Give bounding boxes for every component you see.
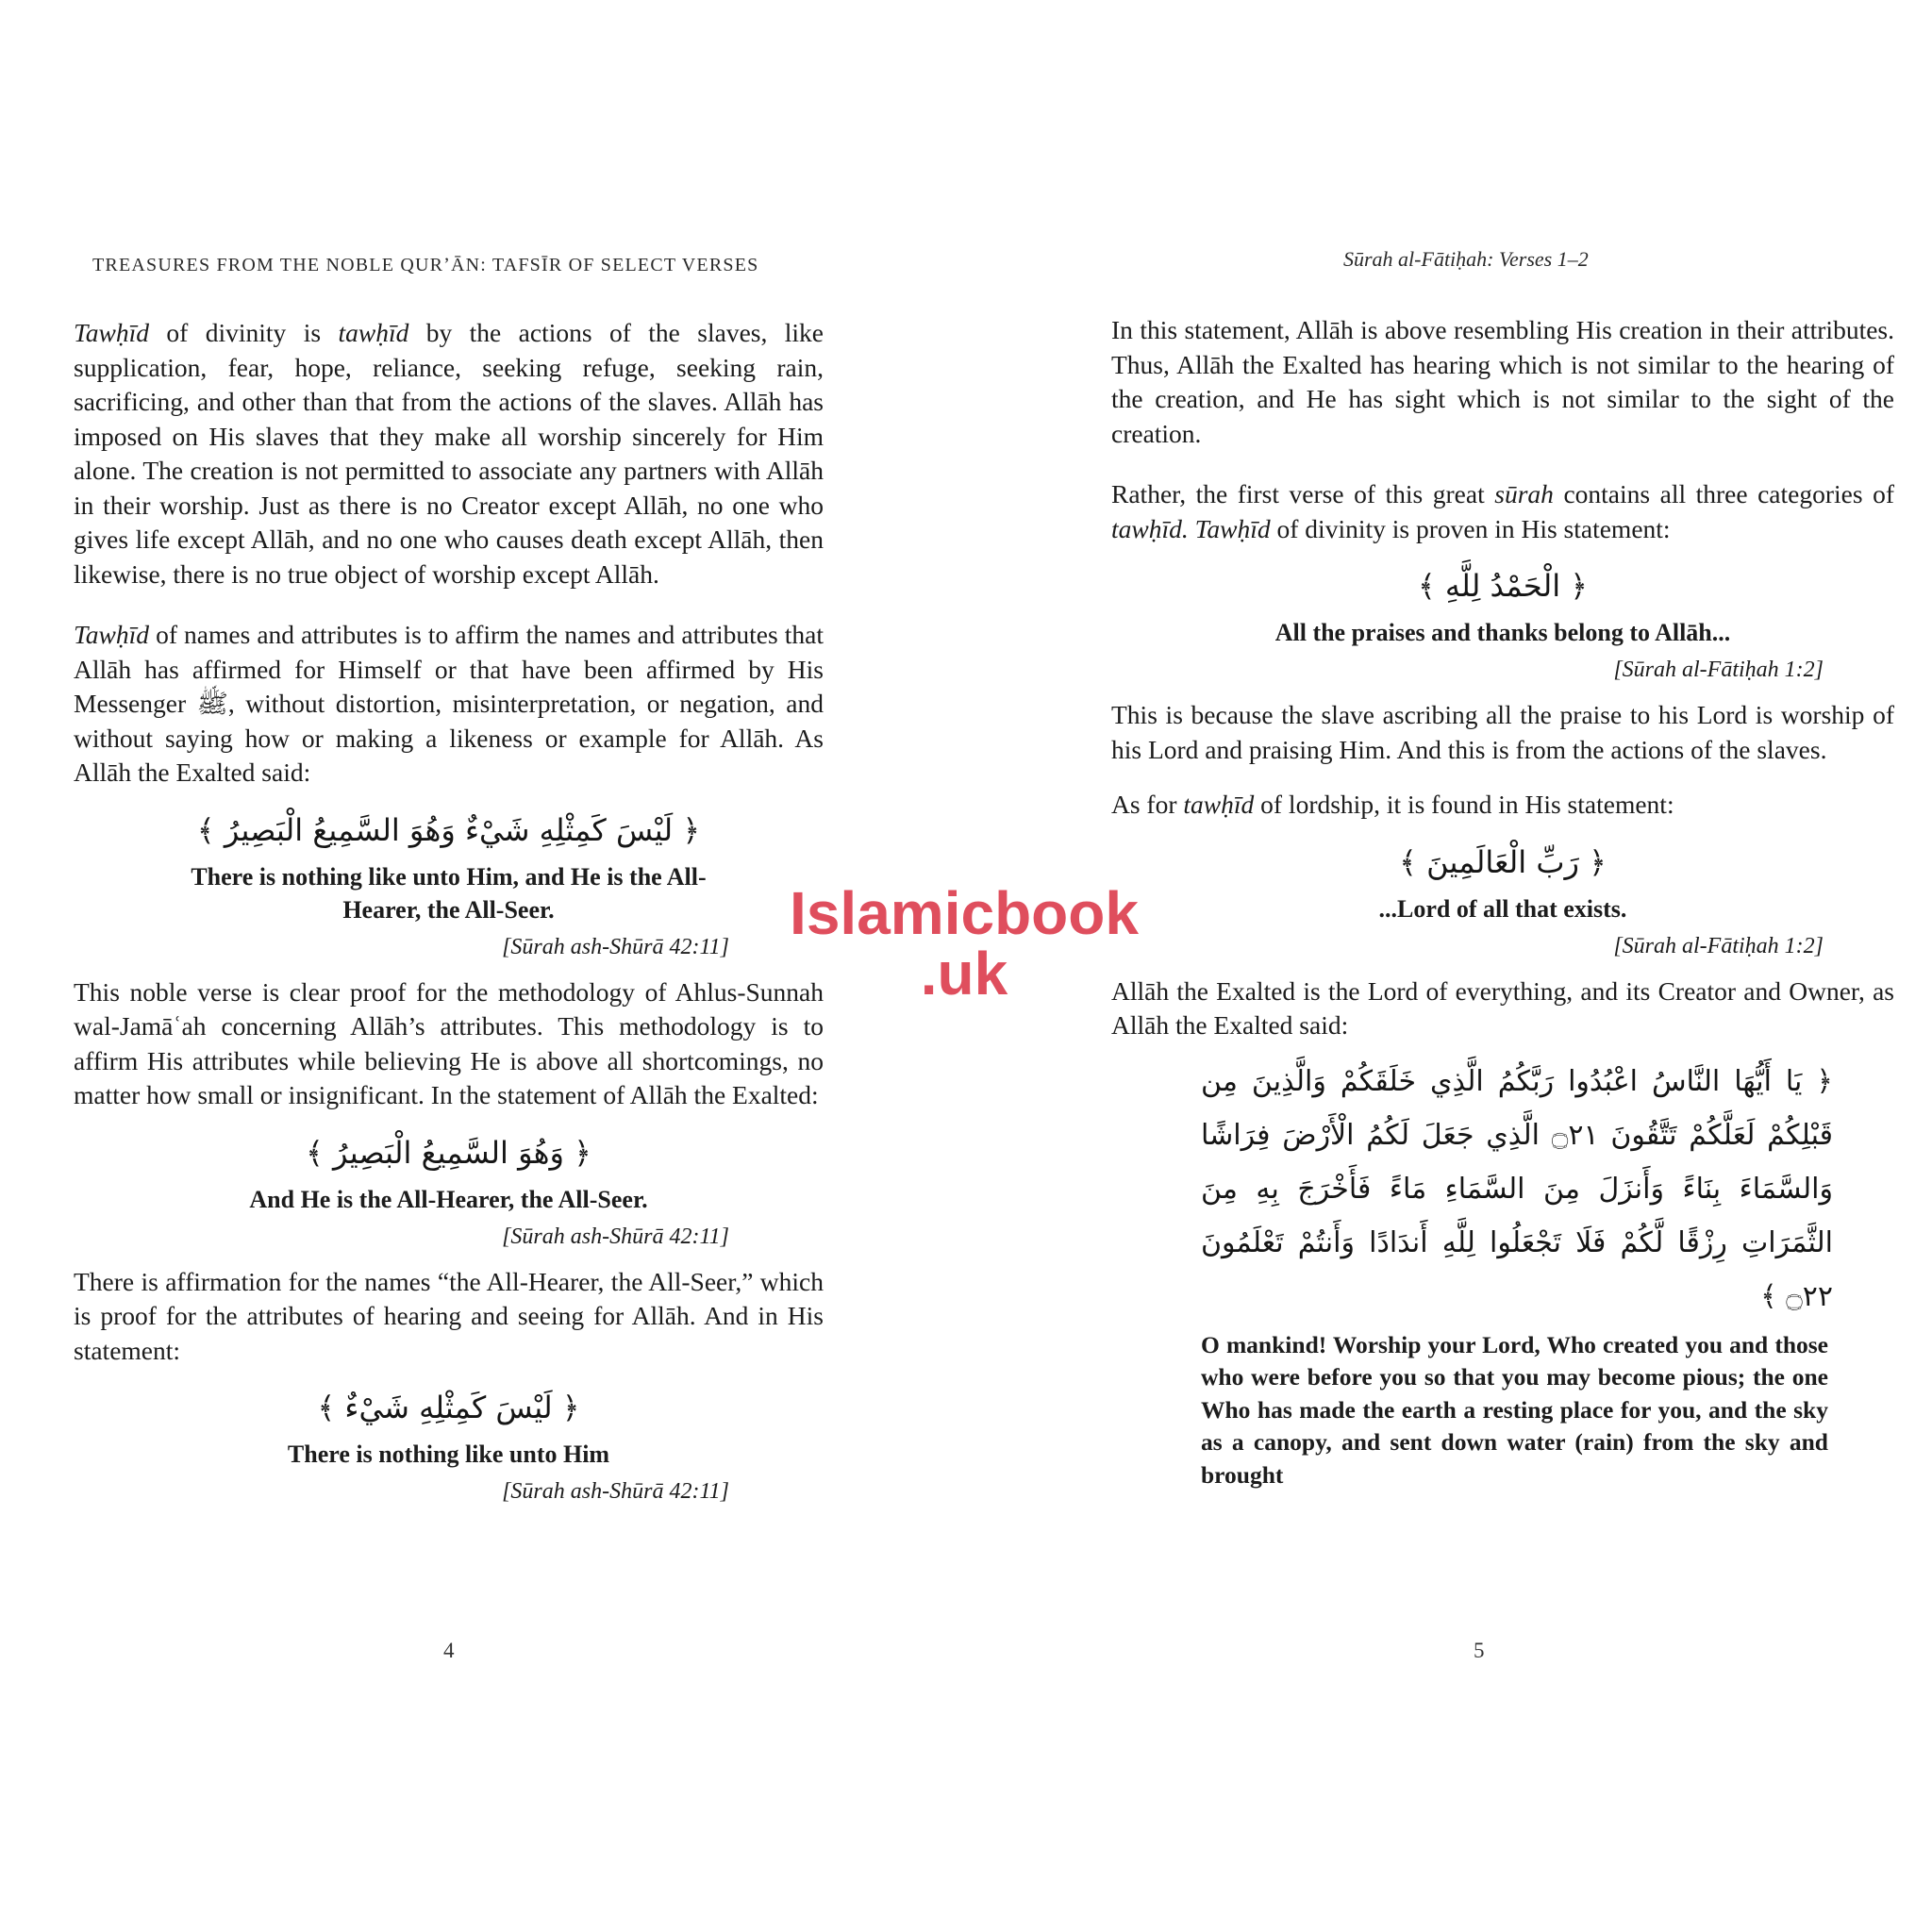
page-number: 4 [443,1639,455,1662]
running-head: Sūrah al-Fātiḥah: Verses 1–2 [1343,247,1589,271]
verse-translation: ...Lord of all that exists. [1378,894,1627,923]
running-head: TREASURES FROM THE NOBLE QURʼĀN: TAFSĪR OF SELECT VERSES [92,255,759,275]
verse-reference: [Sūrah ash-Shūrā 42:11] [502,1224,729,1249]
term-tawhid: Tawḥīd [74,318,150,347]
paragraph-praise-worship: This is because the slave ascribing all the praise to his Lord is worship of his Lord and praising Him. And this is from the actions of the slaves. [1111,700,1894,764]
paragraph-methodology: This noble verse is clear proof for the methodology of Ahlus-Sunnah wal-Jamāʿah concerning Allāh’s attributes. This methodology is to affirm His attributes while believing He is above all shortcomings, no matter how small or insignificant. In the statement of Allāh the Exalted: [74,976,824,1109]
term-surah: sūrah [1494,479,1554,508]
text: of divinity is [149,318,339,347]
arabic-verse: ﴿ يَا أَيُّهَا النَّاسُ اعْبُدُوا رَبَّكُمُ الَّذِي خَلَقَكُمْ وَالَّذِينَ مِن قَبْلِكُمْ لَعَلَّكُمْ تَتَّقُونَ ۝٢١ الَّذِي جَعَلَ لَكُمُ الْأَرْضَ فِرَاشًا وَالسَّمَاءَ بِنَاءً وَأَنزَلَ مِنَ السَّمَاءِ مَاءً فَأَخْرَجَ بِهِ مِنَ الثَّمَرَاتِ رِزْقًا لَّكُمْ فَلَا تَجْعَلُوا لِلَّهِ أَندَادًا وَأَنتُمْ تَعْلَمُونَ ۝٢٢ ﴾ [1201,1064,1833,1313]
verse-translation: There is nothing like unto Him [287,1441,610,1468]
paragraph-above-resembling: In this statement, Allāh is above resembling His creation in their attributes. Thus, Allāh the Exalted has hearing which is not similar to the hearing of the creation, and He has sight which is not similar to the sight of the creation. [1111,315,1894,448]
left-text-column [74,316,824,1520]
verse-translation: O mankind! Worship your Lord, Who created you and those who were before you so that you may become pious; the one Who has made the earth a resting place for you, and the sky as a canopy, and sent down water (rain) from the sky and brought [1201,1330,1828,1489]
paragraph-tawhid-divinity [74,316,824,591]
term-tawhid: tawḥīd [338,318,409,347]
verse-translation: And He is the All-Hearer, the All-Seer. [249,1185,648,1213]
text [1189,514,1195,543]
text: As for [1111,790,1184,819]
paragraph-affirmation: There is affirmation for the names “the All-Hearer, the All-Seer,” which is proof for the attributes of hearing and seeing for Allāh. And in His statement: [74,1266,824,1365]
text: of divinity is proven in His statement: [1270,513,1671,543]
verse-reference: [Sūrah ash-Shūrā 42:11] [502,1479,729,1504]
arabic-verse: ﴿ وَهُوَ السَّمِيعُ الْبَصِيرُ ﴾ [306,1134,591,1171]
arabic-verse: ﴿ الْحَمْدُ لِلَّهِ ﴾ [1417,568,1589,604]
paragraph-three-categories [1111,477,1894,546]
right-text-column [1111,313,1894,1491]
text: of lordship, it is found in His statement: [1254,790,1674,819]
term-tawhid: tawḥīd [1183,790,1255,819]
arabic-verse: ﴿ رَبِّ الْعَالَمِينَ ﴾ [1399,843,1607,880]
term-tawhid: tawḥīd. [1111,513,1189,543]
text: of names and attributes is to affirm the names and attributes that Allāh has affirmed for Himself or that have been affirmed by His Messenger ﷺ, without distortion, misinterpretation, or negation, and without saying how or making a likeness or example for Allāh. As Allāh the Exalted said: [74,620,824,787]
term-tawhid: Tawḥīd [1194,513,1271,543]
arabic-verse: ﴿ لَيْسَ كَمِثْلِهِ شَيْءٌ ﴾ [317,1390,580,1425]
text: Rather, the first verse of this great [1111,479,1495,508]
text: contains all three categories of [1553,479,1895,508]
verse-reference: [Sūrah al-Fātiḥah 1:2] [1613,933,1824,958]
verse-reference: [Sūrah ash-Shūrā 42:11] [502,934,729,959]
watermark-line: .uk [920,940,1008,1008]
watermark-line: Islamicbook [790,879,1139,947]
verse-translation: There is nothing like unto Him, and He is the All-Hearer, the All-Seer. [191,862,707,924]
text: by the actions of the slaves, like supplication, fear, hope, reliance, seeking refuge, seeking rain, sacrificing, and other than that from the actions of the slaves. Allāh has imposed on His slaves that they make all worship sincerely for Him alone. The creation is not permitted to associate any partners with Allāh in their worship. Just as there is no Creator except Allāh, no one who gives life except Allāh, and no one who causes death except Allāh, then likewise, there is no true object of worship except Allāh. [74,318,824,589]
arabic-verse: ﴿ لَيْسَ كَمِثْلِهِ شَيْءٌ وَهُوَ السَّمِيعُ الْبَصِيرُ ﴾ [196,811,701,848]
verse-translation: All the praises and thanks belong to Allāh... [1274,619,1731,646]
verse-reference: [Sūrah al-Fātiḥah 1:2] [1613,658,1824,682]
term-tawhid: Tawḥīd [74,620,150,649]
paragraph-tawhid-lordship [1111,788,1894,823]
paragraph-lord-of-everything: Allāh the Exalted is the Lord of everything, and its Creator and Owner, as Allāh the Exalted said: [1111,975,1894,1040]
page-number: 5 [1474,1639,1485,1662]
right-page [966,0,1932,1932]
paragraph-tawhid-names [74,618,824,791]
